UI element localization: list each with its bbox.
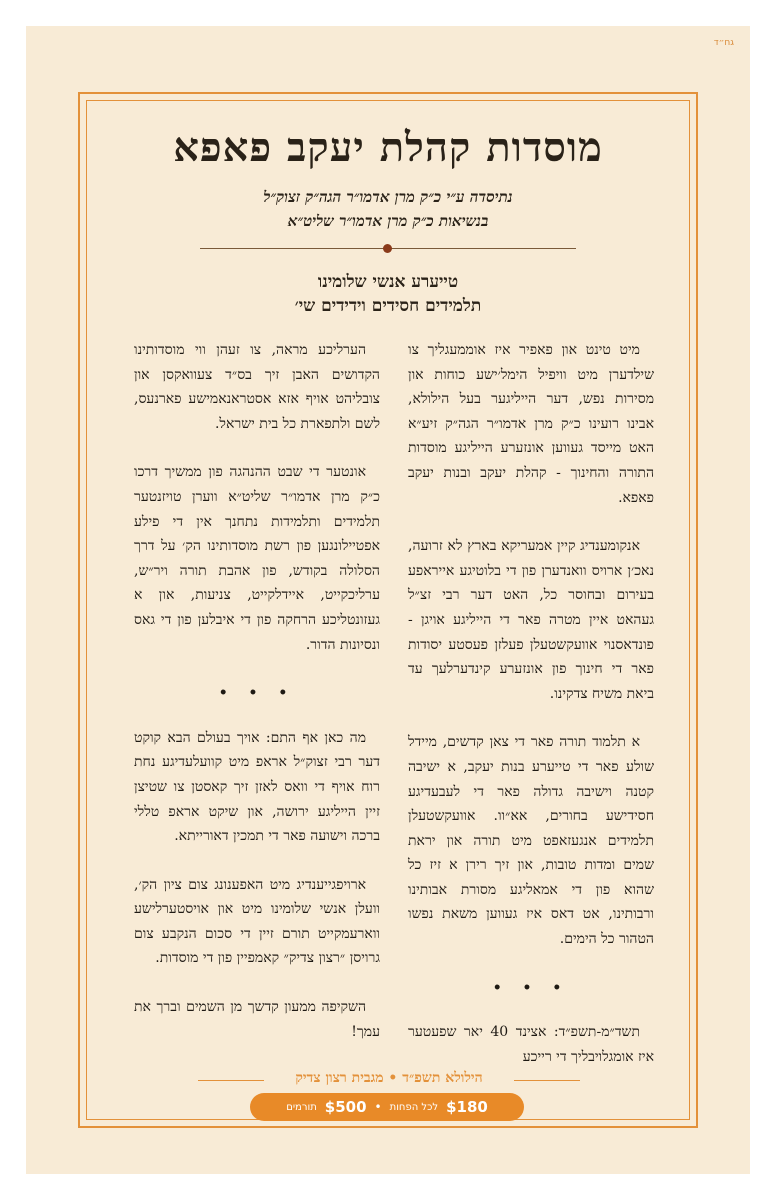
donor-amount: $500 [324, 1098, 367, 1116]
body-paragraph: תשד״מ-תשפ״ד: אצינד 40 יאר שפעטער איז אומגלויבליך די רייכע [408, 1024, 654, 1065]
minimum-amount: $180 [446, 1098, 488, 1116]
donation-amount-pill [250, 1093, 524, 1121]
greeting-subheading: תלמידים חסידים וידידים שי׳ [294, 296, 482, 316]
subtitle-founder: נתיסדה ע״י כ״ק מרן אדמו״ר הגה״ק זצוק״ל [263, 188, 513, 206]
section-separator-dots: • • • [492, 979, 570, 996]
page-number: גח״ד [713, 38, 734, 48]
body-paragraph: א תלמוד תורה פאר די צאן קדשים, מיידל שולע פאר די טייערע בנות יעקב, א ישיבה קטנה וישיבה גדולה פאר די לעבעדיגע חסידישע בחורים, אא״וו. אוועקשטעלן תלמידים אנגעזאפט מיט תורה און יראת שמים ומדות טובות, און זיך רירן א זיז כל שהוא פון די אמאליגע מסורת אבותינו ורבותינו, אט דאס איז געווען משאת נפשו הטהור כל הימים. [408, 734, 654, 948]
page-title: מוסדות קהלת יעקב פאפא [173, 124, 603, 171]
body-paragraph: אנקומענדיג קיין אמעריקא בארץ לא זרועה, נאכ׳ן ארויס וואנדערן פון די בלוטיגע אייראפע בעירום ובחוסר כל, האט דער רבי זצ״ל געהאט איין מטרה פאר די הייליגע אויגן - פונדאסנוי אוועקשטעלן פעלזן פעסטע יסודות פאר די חינוך פון אונזערע קינדערלעך עד ביאת משיח צדקינו. [408, 538, 654, 702]
body-column-left [134, 338, 380, 1068]
banner-line-left [198, 1080, 264, 1081]
body-paragraph: מיט טינט און פאפיר איז אוממעגליך צו שילדערן מיט וויפיל הימל׳ישע כוחות און מסירות נפש, דער הייליגער בעל הילולא, אבינו רועינו כ״ק מרן אדמו״ר הגה״ק זיע״א האט מייסד געווען אונזערע הייליגע מוסדות התורה והחינוך - קהלת יעקב ובנות יעקב פאפא. [408, 342, 654, 506]
donor-label: תורמים [286, 1101, 317, 1113]
body-column-right [408, 338, 654, 1093]
greeting-heading: טייערע אנשי שלומינו [317, 272, 459, 292]
subtitle-leadership: בנשיאות כ״ק מרן אדמו״ר שליט״א [287, 212, 489, 230]
closing-blessing: השקיפה ממעון קדשך מן השמים וברך את עמך! [134, 999, 380, 1040]
divider-ornament-dot [383, 244, 392, 253]
body-paragraph: הערליכע מראה, צו זעהן ווי מוסדותינו הקדושים האבן זיך בס״ד צעוואקסן און צובליהט אויף אזא אסטראנאמישע פארנעס, לשם ולתפארת כל בית ישראל. [134, 342, 380, 432]
pill-separator: • [374, 1100, 382, 1114]
body-paragraph: מה כאן אף התם: אויך בעולם הבא קוקט דער רבי זצוק״ל אראפ מיט קוועלעדיגע נחת רוח אויף די וואס לאזן זיך קאסטן צו שטיצן זיין הייליגע ירושה, און שיקט אראפ טללי ברכה וישועה פאר די תמכין דאורייתא. [134, 729, 380, 845]
body-paragraph: אונטער די שבט ההנהגה פון ממשיך דרכו כ״ק מרן אדמו״ר שליט״א ווערן טויזנטער תלמידים ותלמידות נתחנך אין די פילע אפטיילונגען פון רשת מוסדותינו הק׳ על דרך הסלולה בקודש, פון אהבת תורה ויר״ש, ערליכקייט, איידלקייט, צניעות, און א געזונטליכע הרחקה פון די איבלען פון די גאס ונסיונות הדור. [134, 464, 380, 653]
body-paragraph: ארויפגייענדיג מיט האפענונג צום ציון הק׳, וועלן אנשי שלומינו מיט און אויסטערלישע ווארעמקייט תורם זיין די סכום הנקבע צום גרויסן ״רצון צדיק״ קאמפיין פון די מוסדות. [134, 876, 380, 967]
minimum-label: לכל הפחות [389, 1101, 439, 1113]
banner-line-right [514, 1080, 580, 1081]
section-separator-dots: • • • [218, 685, 296, 702]
campaign-banner: הילולא תשפ״ד • מגבית רצון צדיק [295, 1070, 483, 1086]
